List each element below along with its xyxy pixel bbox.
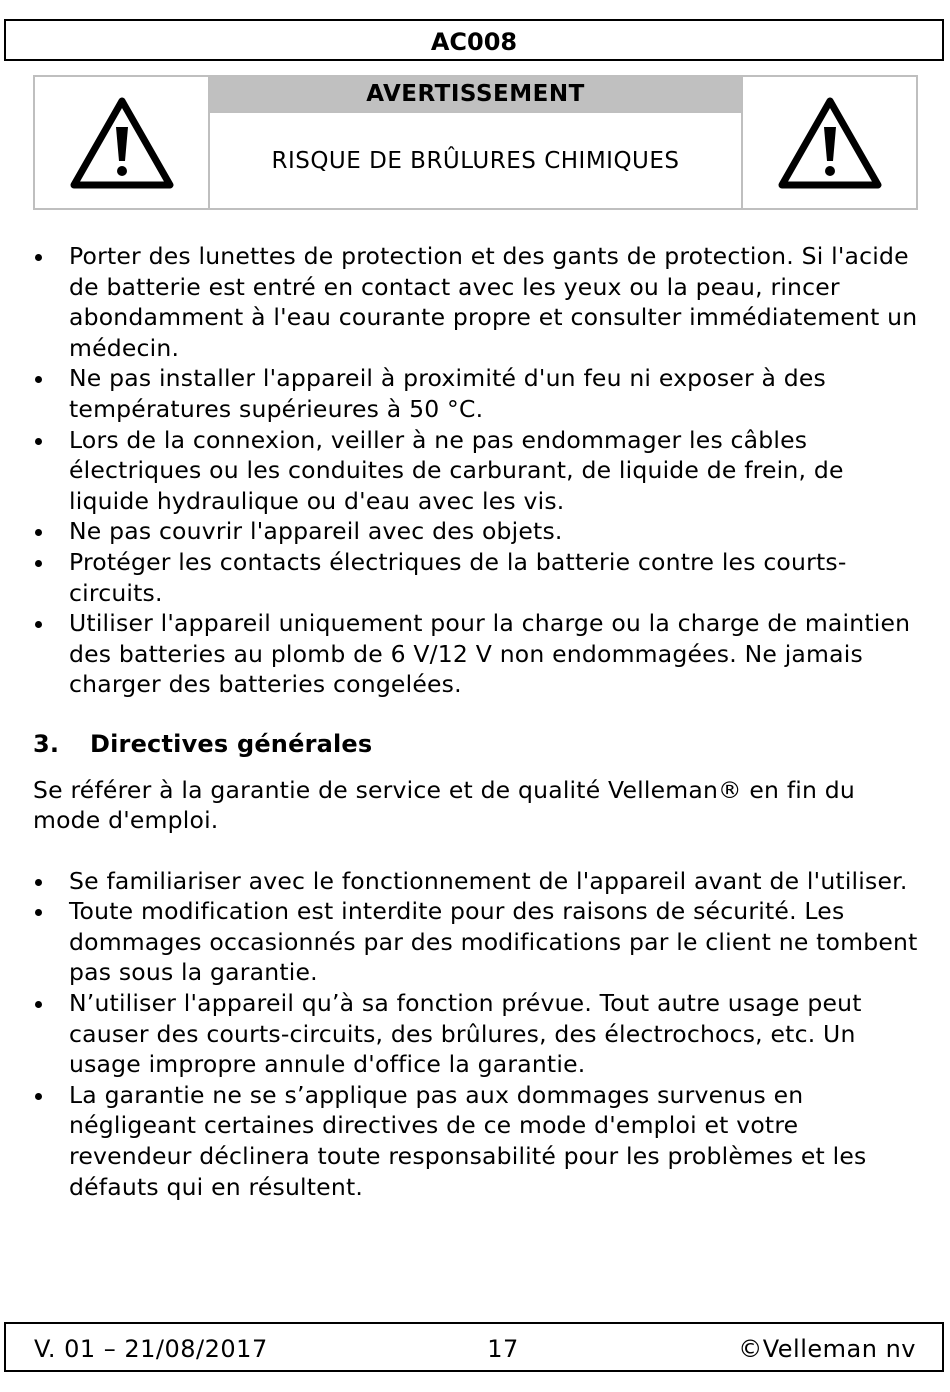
safety-list: [33, 241, 918, 700]
list-item: Ne pas installer l'appareil à proximité d'un feu ni exposer à des températures supérieures à 50 °C.: [33, 363, 918, 424]
warning-icon-cell-left: [35, 77, 210, 208]
section-heading: [33, 729, 918, 760]
list-item: Se familiariser avec le fonctionnement de l'appareil avant de l'utiliser.: [33, 866, 918, 897]
list-item: Utiliser l'appareil uniquement pour la charge ou la charge de maintien des batteries au plomb de 6 V/12 V non endommagées. Ne jamais charger des batteries congelées.: [33, 608, 918, 700]
document-model-title: AC008: [430, 28, 518, 56]
footer-version: V. 01 – 21/08/2017: [34, 1335, 268, 1363]
warning-box: [33, 75, 918, 210]
list-item: Lors de la connexion, veiller à ne pas endommager les câbles électriques ou les conduites de carburant, de liquide de frein, de liquide hydraulique ou d'eau avec les vis.: [33, 425, 918, 517]
document-header: [4, 19, 944, 61]
warning-title: AVERTISSEMENT: [210, 77, 741, 113]
main-content: [33, 241, 918, 1202]
warning-triangle-icon: [778, 97, 882, 189]
document-footer: [4, 1322, 944, 1372]
warning-icon-cell-right: [741, 77, 916, 208]
list-item: La garantie ne se s’applique pas aux dommages survenus en négligeant certaines directives de ce mode d'emploi et votre revendeur déclinera toute responsabilité pour les problèmes et les défauts qui en résultent.: [33, 1080, 918, 1202]
footer-page-number: 17: [487, 1335, 519, 1363]
warning-content: [210, 77, 741, 208]
list-item: Porter des lunettes de protection et des gants de protection. Si l'acide de batterie est entré en contact avec les yeux ou la peau, rincer abondamment à l'eau courante propre et consulter immédiatement un médecin.: [33, 241, 918, 363]
section-title: Directives générales: [90, 729, 373, 758]
section-number: 3.: [33, 729, 60, 758]
section-intro: Se référer à la garantie de service et de qualité Velleman® en fin du mode d'emploi.: [33, 775, 856, 835]
warning-text: RISQUE DE BRÛLURES CHIMIQUES: [271, 147, 680, 174]
warning-triangle-icon: [70, 97, 174, 189]
list-item: Protéger les contacts électriques de la batterie contre les courts-circuits.: [33, 547, 918, 608]
guidelines-list: [33, 866, 918, 1203]
list-item: N’utiliser l'appareil qu’à sa fonction prévue. Tout autre usage peut causer des courts-circuits, des brûlures, des électrochocs, etc. Un usage impropre annule d'office la garantie.: [33, 988, 918, 1080]
footer-copyright: ©Velleman nv: [738, 1335, 916, 1363]
list-item: Ne pas couvrir l'appareil avec des objets.: [33, 516, 918, 547]
list-item: Toute modification est interdite pour des raisons de sécurité. Les dommages occasionnés par des modifications par le client ne tombent pas sous la garantie.: [33, 896, 918, 988]
